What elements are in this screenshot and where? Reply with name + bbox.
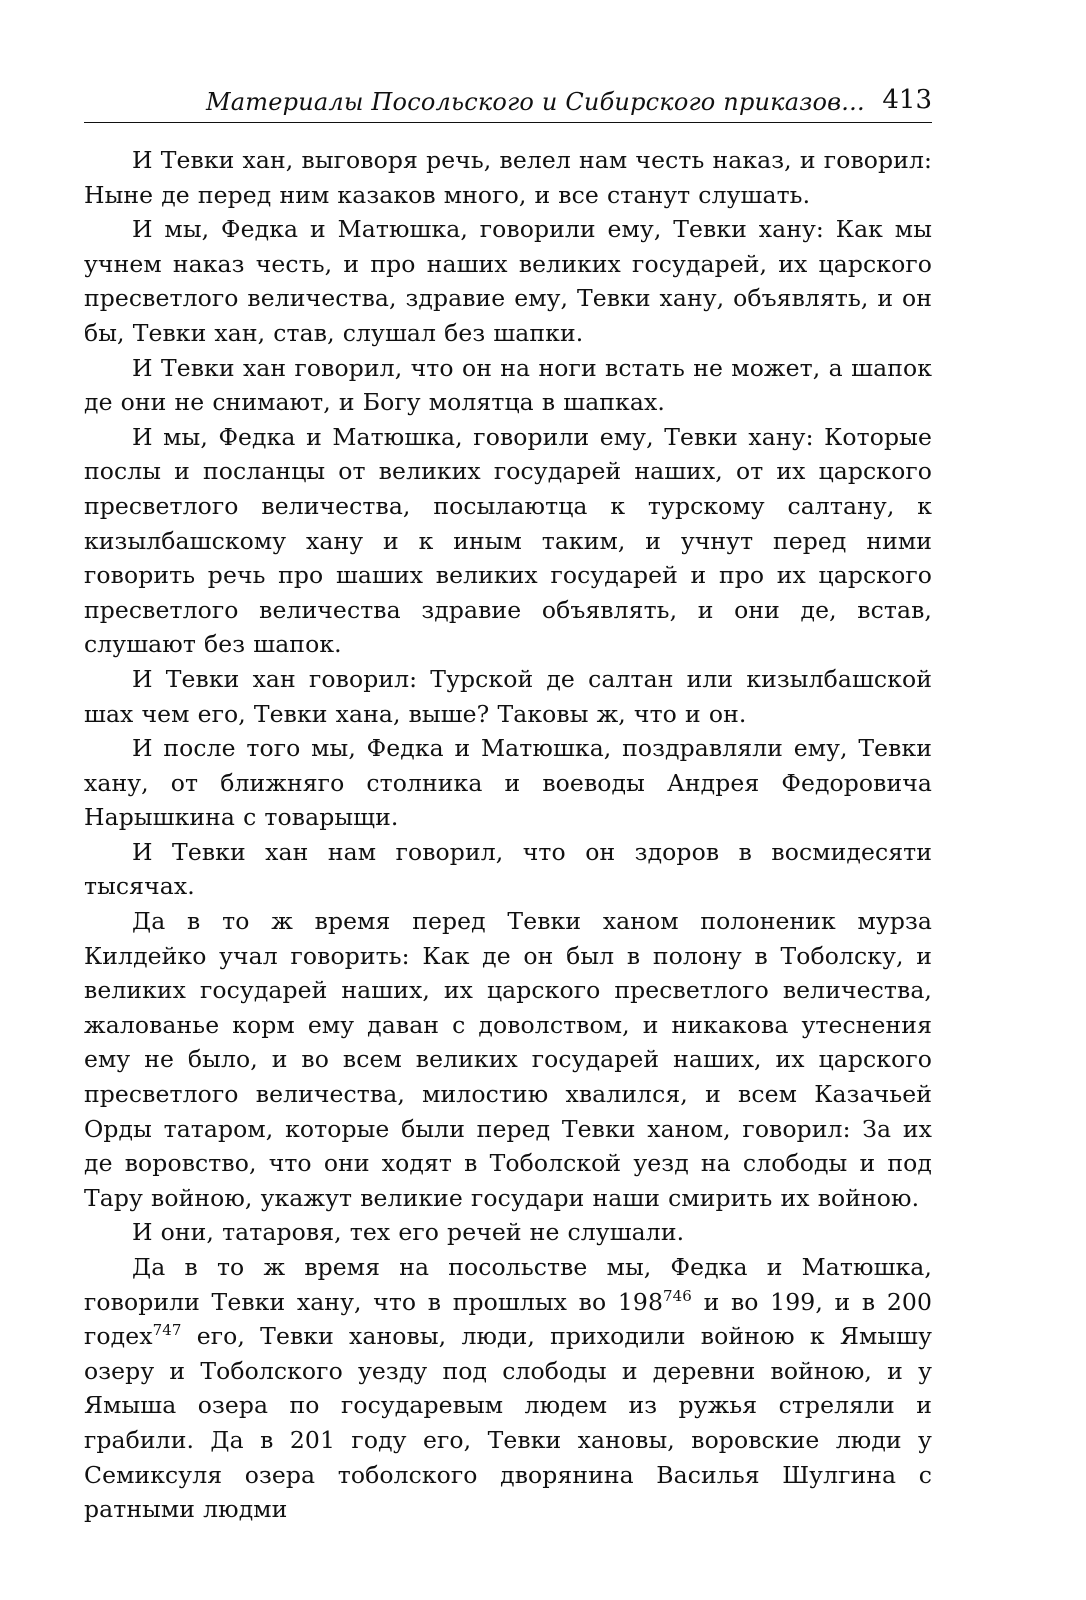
book-page — [84, 78, 932, 1548]
paragraph: И мы, Федка и Матюшка, говорили ему, Тевки хану: Которые послы и посланцы от великих государей наших, от их царского пресветлого величества, посылаютца к турскому салтану, к кизылбашскому хану и к иным таким, и учнут перед ними говорить речь про шаших великих государей и про их царского пресветлого величества здравие объявлять, и они де, встав, слушают без шапок. — [84, 422, 932, 659]
paragraph: И мы, Федка и Матюшка, говорили ему, Тевки хану: Как мы учнем наказ честь, и про наших великих государей, их царского пресветлого величества, здравие ему, Тевки хану, объявлять, и он бы, Тевки хан, став, слушал без шапки. — [84, 215, 932, 347]
paragraph-text-part: его, Тевки хановы, люди, приходили войною к Ямышу озеру и Тоболского уезду под слободы и деревни войною, и у Ямыша озера по государевым людем из ружья стреляли и грабили. Да в 201 году его, Тевки хановы, воровские люди у Семиксуля озера тоболского дворянина Василья Шулгина с ратными людми — [84, 1322, 932, 1524]
running-title: Материалы Посольского и Сибирского приказов... — [206, 88, 865, 116]
body-text — [84, 143, 932, 1527]
paragraph-text-part: и во 199, и в 200 годех — [84, 1287, 932, 1351]
paragraph: И Тевки хан нам говорил, что он здоров в восмидесяти тысячах. — [84, 837, 932, 901]
paragraph: И после того мы, Федка и Матюшка, поздравляли ему, Тевки хану, от ближняго столника и воеводы Андрея Федоровича Нарышкина с товарыщи. — [84, 734, 932, 832]
paragraph: И Тевки хан говорил: Турской де салтан или кизылбашской шах чем его, Тевки хана, выше? Таковы ж, что и он. — [84, 664, 932, 728]
paragraph: И Тевки хан говорил, что он на ноги встать не может, а шапок де они не снимают, и Богу молятца в шапках. — [84, 353, 932, 417]
paragraph-text-part: Да в то ж время на посольстве мы, Федка и Матюшка, говорили Тевки хану, что в прошлых во 198 — [84, 1253, 932, 1316]
page-number: 413 — [882, 85, 932, 115]
paragraph: И они, татаровя, тех его речей не слушали. — [132, 1218, 685, 1247]
paragraph: Да в то ж время перед Тевки ханом полоненик мурза Килдейко учал говорить: Как де он был в полону в Тоболску, и великих государей наших, их царского пресветлого величества, жалованье корм ему даван с доволством, и никакова утеснения ему не было, и во всем великих государей наших, их царского пресветлого величества, милостию хвалился, и всем Казачьей Орды татаром, которые были перед Тевки ханом, говорил: За их де воровство, что они ходят в Тоболской уезд на слободы и под Тару войною, укажут великие государи наши смирить их войною. — [84, 907, 932, 1212]
running-header — [84, 78, 932, 123]
paragraph: И Тевки хан, выговоря речь, велел нам честь наказ, и говорил: Ныне де перед ним казаков много, и все станут слушать. — [84, 146, 932, 209]
footnote-ref[interactable]: 747 — [152, 1321, 182, 1340]
paragraph-with-footnotes — [84, 1250, 932, 1527]
footnote-ref[interactable]: 746 — [663, 1286, 692, 1305]
